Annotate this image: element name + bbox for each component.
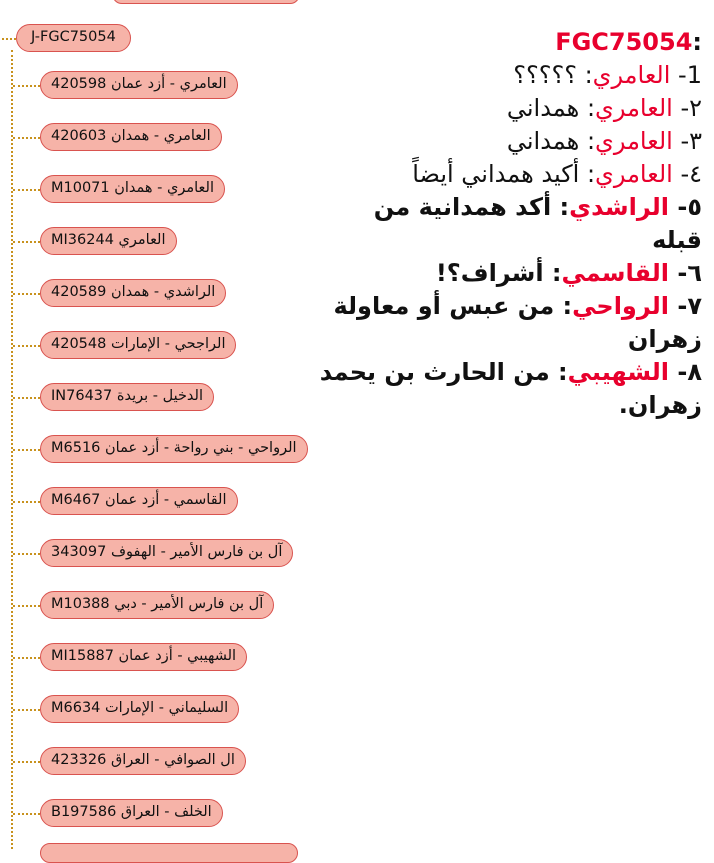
note-number: ٦- — [669, 259, 702, 287]
note-line — [318, 158, 702, 191]
child-node[interactable]: السليماني - الإمارات M6634 — [40, 695, 239, 723]
branch-connector — [13, 501, 40, 503]
note-number: ٢- — [672, 94, 702, 122]
branch-connector — [13, 241, 40, 243]
note-text: : أكيد همداني أيضاً — [412, 160, 596, 188]
branch-connector — [13, 657, 40, 659]
child-node[interactable]: الشهيبي - أزد عمان MI15887 — [40, 643, 247, 671]
haplogroup-tree — [0, 0, 340, 849]
note-text: : ؟؟؟؟؟ — [513, 61, 593, 89]
branch-connector — [13, 293, 40, 295]
child-node[interactable]: العامري - أزد عمان 420598 — [40, 71, 238, 99]
child-node[interactable]: القاسمي - أزد عمان M6467 — [40, 487, 238, 515]
branch-connector — [13, 345, 40, 347]
note-line — [318, 125, 702, 158]
note-surname: العامري — [595, 94, 673, 122]
note-number: ٥- — [669, 193, 702, 221]
branch-connector — [13, 761, 40, 763]
note-line — [318, 191, 702, 257]
branch-connector — [13, 85, 40, 87]
note-text: : من الحارث بن يحمد زهران. — [319, 358, 702, 419]
branch-connector — [13, 189, 40, 191]
note-surname: العامري — [595, 127, 673, 155]
note-surname: الراشدي — [569, 193, 670, 221]
note-surname: العامري — [592, 61, 671, 89]
branch-connector — [13, 813, 40, 815]
child-node[interactable]: آل بن فارس الأمير - دبي M10388 — [40, 591, 274, 619]
note-line — [318, 92, 702, 125]
note-line — [318, 356, 702, 422]
note-number: ٤- — [672, 160, 702, 188]
branch-connector — [13, 605, 40, 607]
branch-connector — [13, 553, 40, 555]
branch-connector — [13, 397, 40, 399]
branch-connector — [13, 137, 40, 139]
note-line — [318, 290, 702, 356]
child-node[interactable]: العامري MI36244 — [40, 227, 177, 255]
note-line — [318, 257, 702, 290]
note-text: : أكد همدانية من قبله — [373, 193, 702, 254]
note-text: : همداني — [506, 94, 596, 122]
haplogroup-code: FGC75054 — [555, 28, 693, 56]
notes-header — [318, 26, 702, 59]
root-node[interactable]: J-FGC75054 — [16, 24, 131, 52]
note-surname: الشهيبي — [567, 358, 670, 386]
child-node[interactable]: الراشدي - همدان 420589 — [40, 279, 226, 307]
note-surname: الرواحي — [572, 292, 670, 320]
child-node[interactable]: الخلف - العراق B197586 — [40, 799, 223, 827]
note-text: : أشراف؟! — [435, 259, 562, 287]
child-node[interactable]: الرواحي - بني رواحة - أزد عمان M6516 — [40, 435, 308, 463]
note-surname: العامري — [595, 160, 673, 188]
child-node[interactable]: العامري - همدان M10071 — [40, 175, 225, 203]
root-connector — [2, 38, 16, 40]
note-number: ٨- — [669, 358, 702, 386]
child-node[interactable]: ال الصوافي - العراق 423326 — [40, 747, 246, 775]
note-text: : من عبس أو معاولة زهران — [333, 292, 702, 353]
child-node[interactable]: الدخيل - بريدة IN76437 — [40, 383, 214, 411]
note-number: ٧- — [669, 292, 702, 320]
cropped-next-node[interactable] — [40, 843, 298, 863]
note-number: ٣- — [672, 127, 702, 155]
header-colon: : — [692, 28, 702, 56]
branch-connector — [13, 449, 40, 451]
child-node[interactable]: آل بن فارس الأمير - الهفوف 343097 — [40, 539, 293, 567]
child-node[interactable]: الراجحي - الإمارات 420548 — [40, 331, 236, 359]
note-text: : همداني — [506, 127, 596, 155]
branch-connector — [13, 709, 40, 711]
note-number: 1- — [670, 61, 702, 89]
child-node[interactable]: العامري - همدان 420603 — [40, 123, 222, 151]
notes-panel — [318, 26, 702, 422]
cropped-parent-node[interactable] — [112, 0, 300, 4]
note-surname: القاسمي — [561, 259, 670, 287]
note-line — [318, 59, 702, 92]
